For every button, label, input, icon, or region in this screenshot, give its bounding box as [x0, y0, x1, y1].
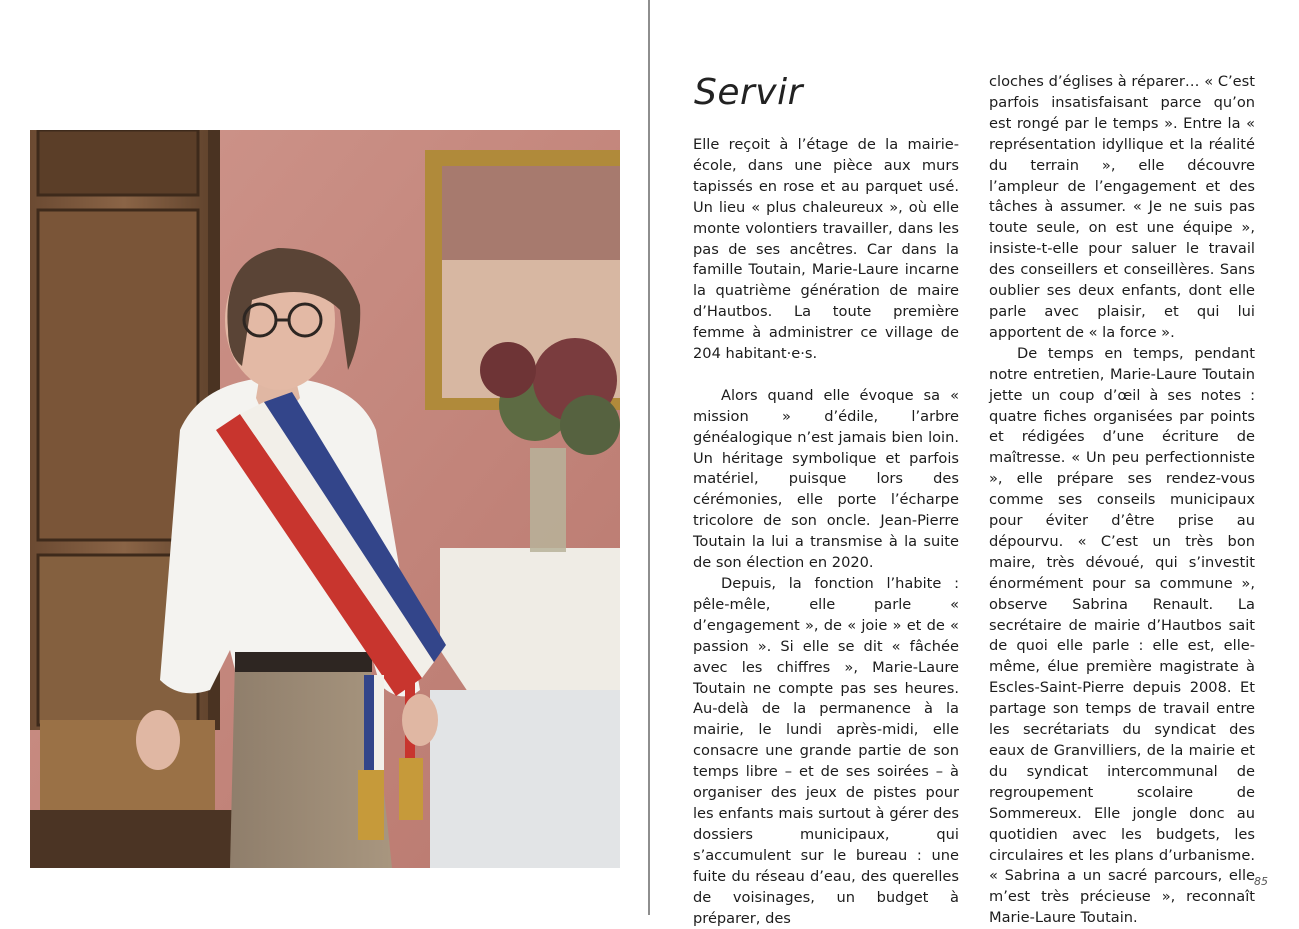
paragraph: Alors quand elle évoque sa « mission » d’édile, l’arbre généalogique n’est jamais bien loin. Un héritage symbolique et parfois matériel, puisque lors des cérémonies, elle porte l’écharpe tricolore de son oncle. Jean-Pierre Toutain la lui a transmise à la suite de son élection en 2020. — [693, 386, 959, 572]
article-title: Servir — [694, 72, 803, 113]
paragraph: cloches d’églises à réparer… « C’est parfois insatisfaisant parce qu’on est rongé par le temps ». Entre la « représentation idyllique et la réalité du terrain », elle découvre l’ampleur de l’engagement et des tâches à assumer. « Je ne suis pas toute seule, on est une équipe », insiste-t-elle pour saluer le travail des conseillers et conseillères. Sans oublier ses deux enfants, dont elle parle avec plaisir, et qui lui apportent de « la force ». — [989, 73, 1255, 341]
text-column-right — [989, 72, 1255, 929]
page-gutter — [648, 0, 650, 915]
vase — [530, 448, 566, 552]
portrait-photo — [30, 130, 620, 868]
belt — [235, 652, 372, 672]
paragraph: Elle reçoit à l’étage de la mairie-école, dans une pièce aux murs tapissés en rose et au parquet usé. Un lieu « plus chaleureux », où elle monte volontiers travailler, dans les pas de ses ancêtres. Car dans la famille Toutain, Marie-Laure incarne la quatrième génération de maire d’Hautbos. La toute première femme à administrer ce village de 204 habitant·e·s. — [693, 136, 959, 363]
paragraph: Depuis, la fonction l’habite : pêle-mêle, elle parle « d’engagement », de « joie » et de « passion ». Si elle se dit « fâchée avec les chiffres », Marie-Laure Toutain ne compte pas ses heures. Au-delà de la permanence à la mairie, le lundi après-midi, elle consacre une grande partie de son temps libre – et de ses soirées – à organiser des jeux de pistes pour les enfants mais surtout à gérer des dossiers municipaux, qui s’accumulent sur le bureau : une fuite du réseau d’eau, des querelles de voisinages, un budget à préparer, des — [693, 575, 959, 927]
gold-tassel — [358, 770, 384, 840]
text-column-left — [693, 135, 959, 929]
page-number: 85 — [1254, 875, 1268, 888]
paragraph: De temps en temps, pendant notre entretien, Marie-Laure Toutain jette un coup d’œil à ses notes : quatre fiches organisées par points et rédigées d’une écriture de maîtresse. « Un peu perfectionniste », elle prépare ses rendez-vous comme ses conseils municipaux pour éviter d’être prise au dépourvu. « C’est un très bon maire, très dévoué, qui s’investit énormément pour sa commune », observe Sabrina Renault. La secrétaire de mairie d’Hautbos sait de quoi elle parle : elle est, elle-même, élue première magistrate à Escles-Saint-Pierre depuis 2008. Et partage son temps de travail entre les secrétariats du syndicat des eaux de Granvilliers, de la mairie et du syndicat intercommunal de regroupement scolaire de Sommereux. Elle jongle donc au quotidien avec les budgets, les circulaires et les plans d’urbanisme. « Sabrina a un sacré parcours, elle m’est très précieuse », reconnaît Marie-Laure Toutain. — [989, 344, 1255, 927]
